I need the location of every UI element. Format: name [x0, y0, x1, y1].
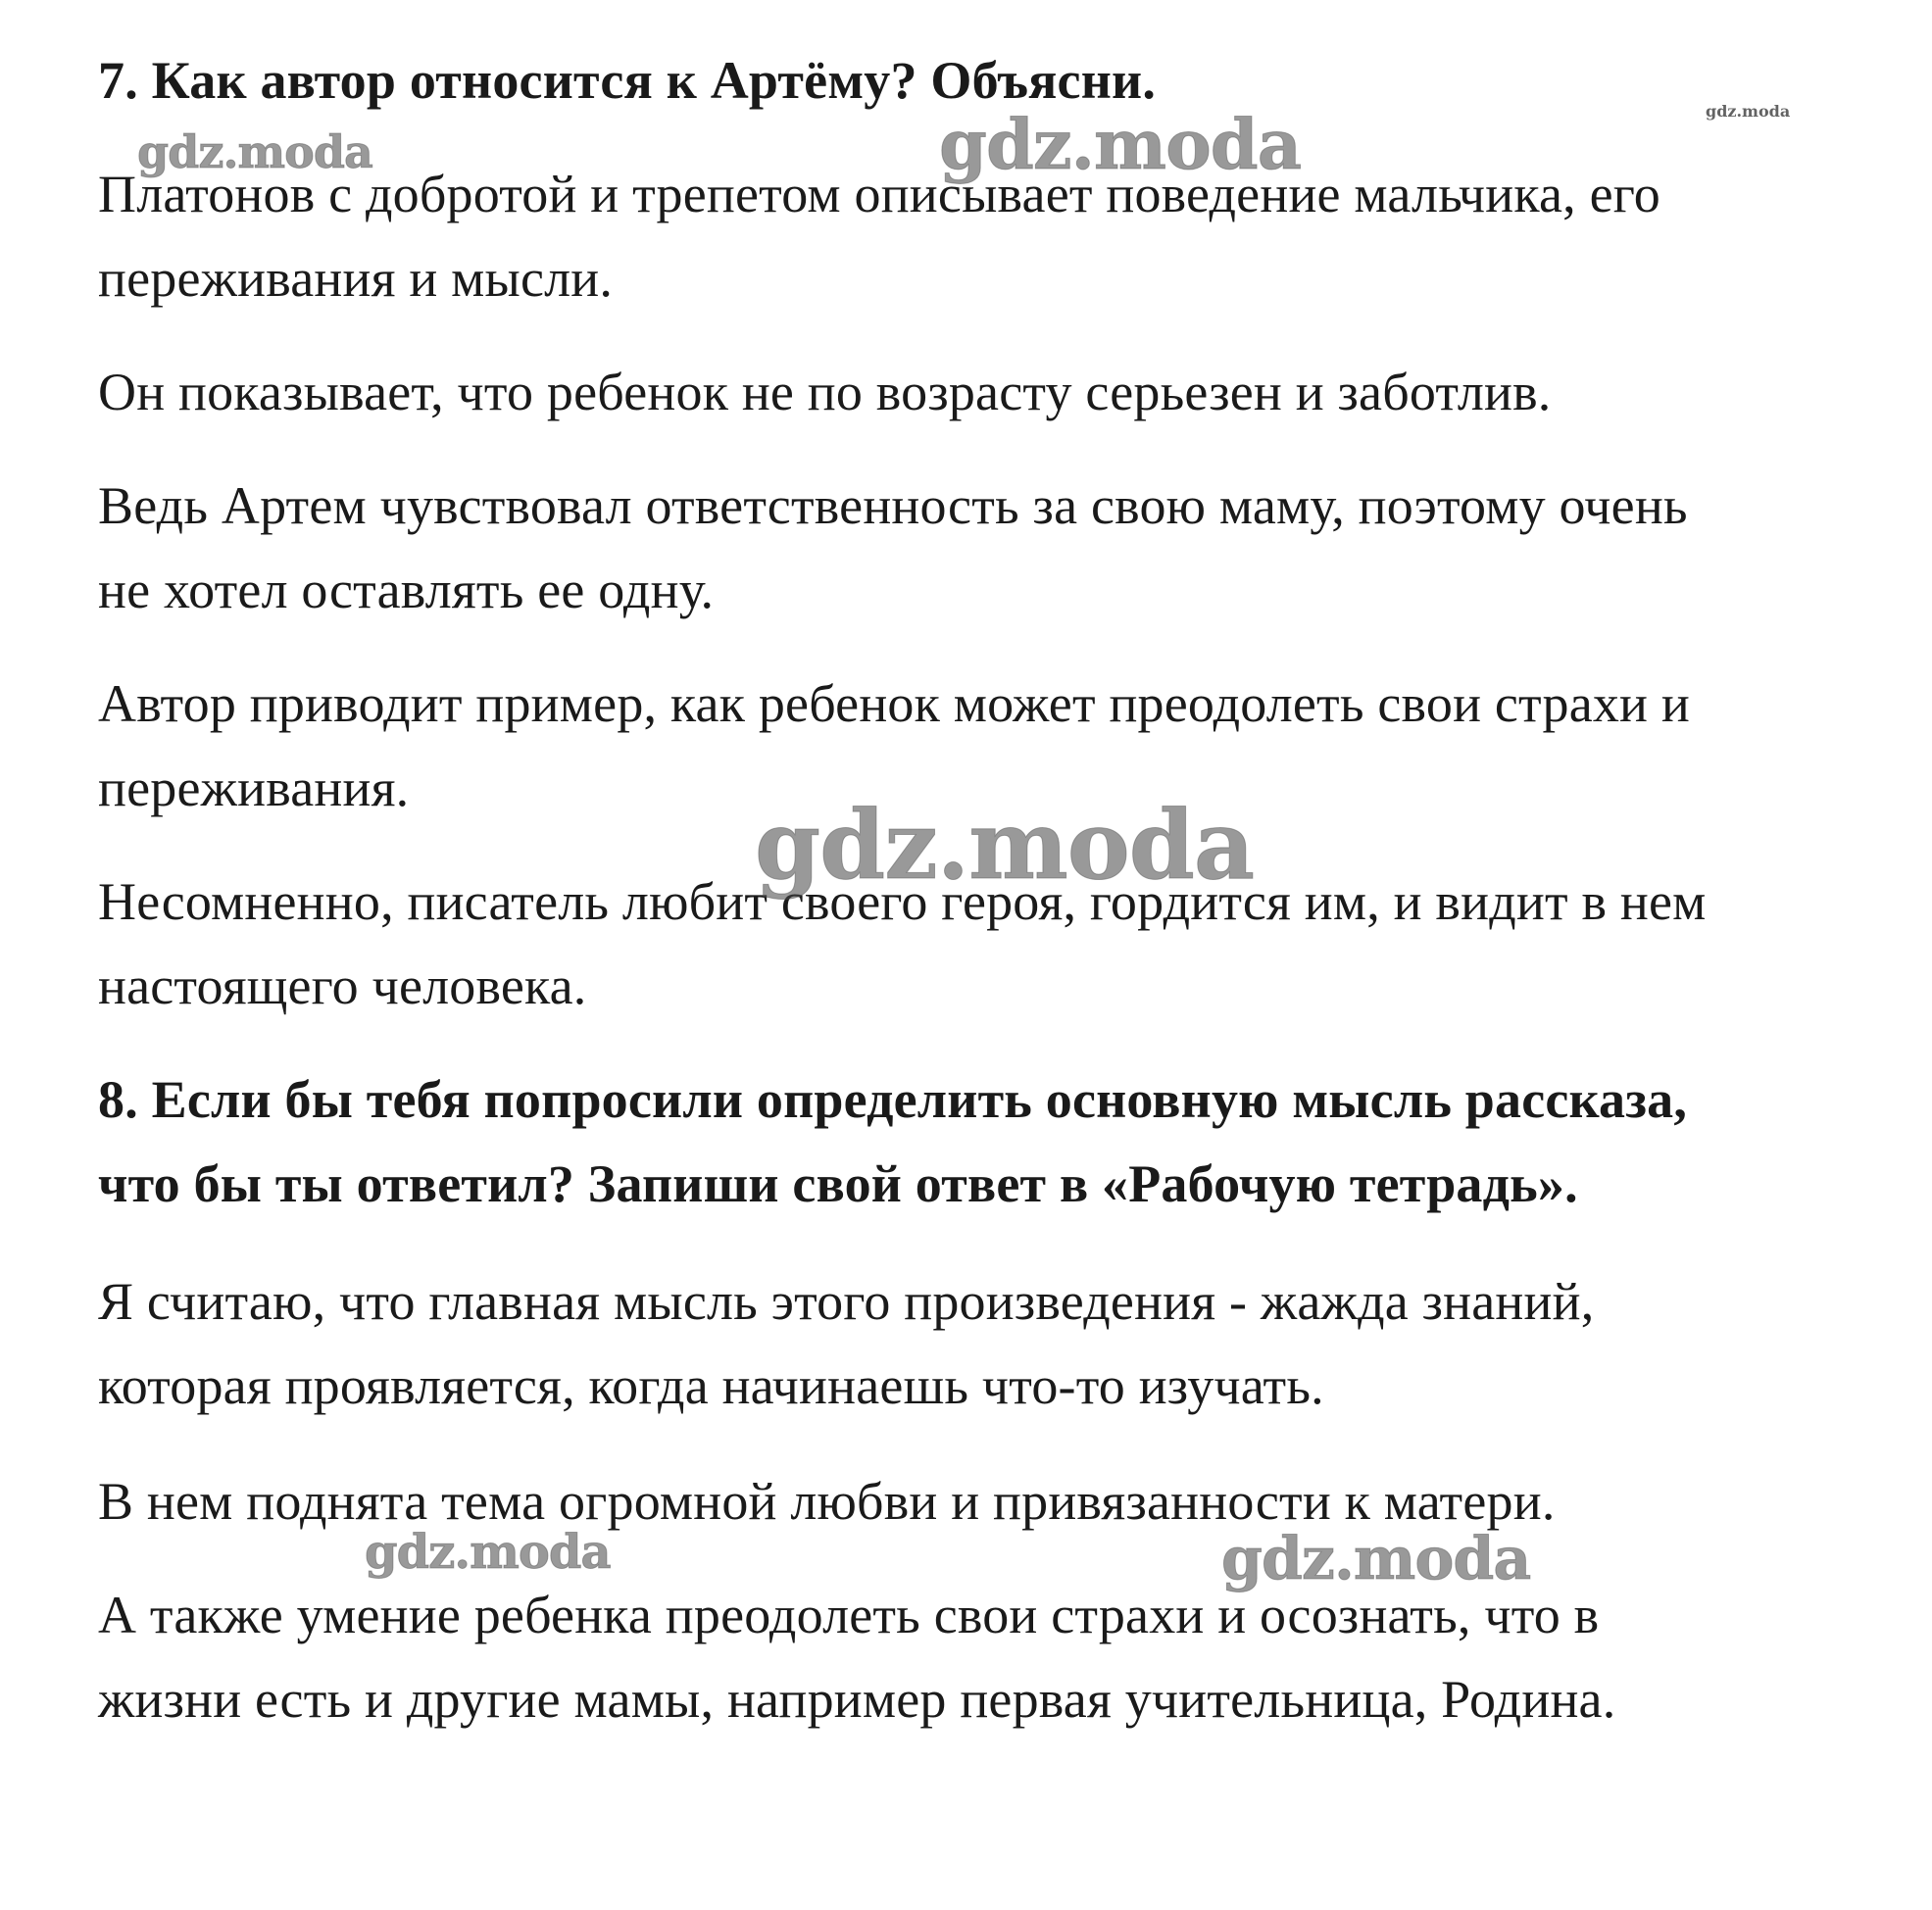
watermark-bottom-right: gdz.moda — [1221, 1525, 1531, 1593]
answer-7-line-3: Он показывает, что ребенок не по возрасту серьезен и заботлив. — [98, 363, 1552, 421]
question-8-heading-line-1: 8. Если бы тебя попросили определить основную мысль рассказа, — [98, 1070, 1688, 1129]
watermark-center-large: gdz.moda — [755, 790, 1255, 901]
watermark-bottom-left: gdz.moda — [365, 1525, 611, 1580]
answer-7-line-1: Платонов с добротой и трепетом описывает поведение мальчика, его — [98, 165, 1660, 223]
answer-7-line-9: настоящего человека. — [98, 956, 587, 1015]
question-8-heading-line-2: что бы ты ответил? Запиши свой ответ в «Рабочую тетрадь». — [98, 1154, 1578, 1213]
answer-8-line-4: А также умение ребенка преодолеть свои страхи и осознать, что в — [98, 1586, 1600, 1644]
watermark-top-left: gdz.moda — [137, 125, 372, 178]
watermark-small: gdz.moda — [1706, 102, 1791, 121]
answer-7-line-4: Ведь Артем чувствовал ответственность за свою маму, поэтому очень — [98, 476, 1688, 535]
answer-7-line-5: не хотел оставлять ее одну. — [98, 561, 715, 619]
answer-7-line-8: Несомненно, писатель любит своего героя, гордится им, и видит в нем — [98, 872, 1707, 931]
answer-8-line-1: Я считаю, что главная мысль этого произведения - жажда знаний, — [98, 1272, 1595, 1331]
watermark-top-center: gdz.moda — [939, 104, 1302, 185]
answer-8-line-3: В нем поднята тема огромной любви и привязанности к матери. — [98, 1472, 1556, 1531]
answer-7-line-7: переживания. — [98, 759, 410, 817]
answer-7-line-2: переживания и мысли. — [98, 249, 614, 308]
answer-7-line-6: Автор приводит пример, как ребенок может преодолеть свои страхи и — [98, 674, 1690, 733]
answer-8-line-5: жизни есть и другие мамы, например первая учительница, Родина. — [98, 1670, 1616, 1729]
answer-8-line-2: которая проявляется, когда начинаешь что-то изучать. — [98, 1356, 1324, 1415]
question-7-heading: 7. Как автор относится к Артёму? Объясни. — [98, 51, 1157, 110]
